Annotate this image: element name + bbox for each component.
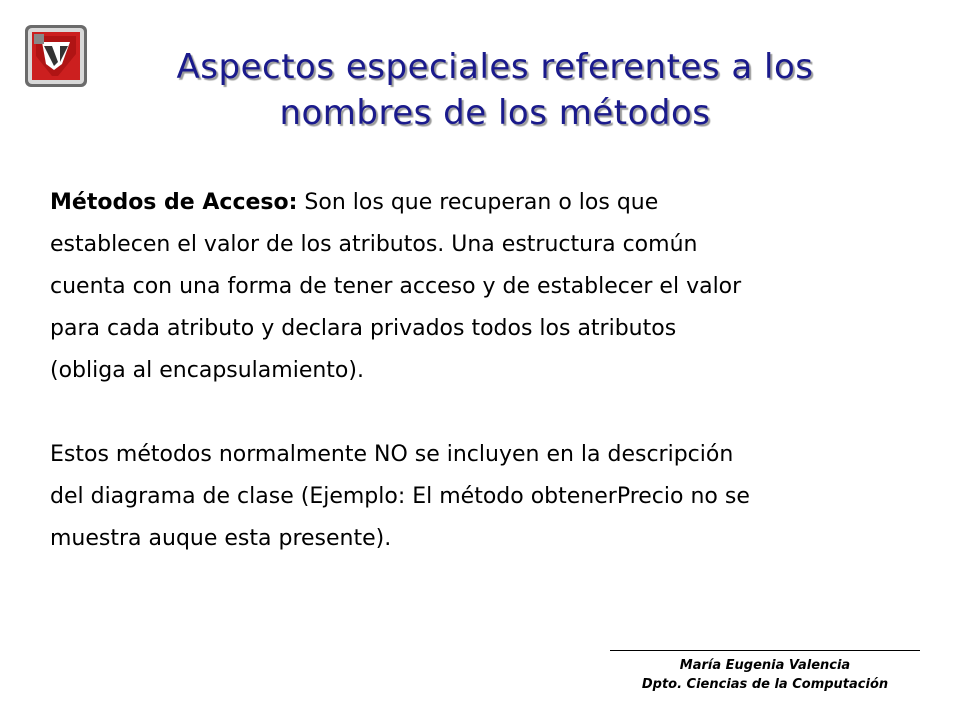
university-shield-icon [24, 24, 88, 88]
paragraph-line: Estos métodos normalmente NO se incluyen en la descripción [50, 442, 734, 467]
footer-credits [610, 656, 920, 694]
paragraph-line: muestra auque esta presente). [50, 526, 392, 551]
footer-divider [610, 650, 920, 651]
paragraph-line [50, 182, 920, 224]
paragraph-gap [50, 392, 920, 434]
paragraph-text: Son los que recuperan o los que [297, 190, 659, 215]
paragraph-line: del diagrama de clase (Ejemplo: El método obtenerPrecio no se [50, 484, 750, 509]
title-line-2: nombres de los métodos [279, 93, 711, 133]
footer-author: María Eugenia Valencia [679, 658, 851, 673]
title-line-1: Aspectos especiales referentes a los [176, 47, 814, 87]
access-methods-label: Métodos de Acceso: [50, 190, 298, 215]
page-title [100, 44, 890, 136]
footer-department: Dpto. Ciencias de la Computación [641, 677, 889, 692]
paragraph-line: establecen el valor de los atributos. Una estructura común [50, 232, 698, 257]
paragraph-line: (obliga al encapsulamiento). [50, 358, 364, 383]
paragraph-line: cuenta con una forma de tener acceso y de establecer el valor [50, 274, 742, 299]
paragraph-line: para cada atributo y declara privados todos los atributos [50, 316, 677, 341]
slide-body [50, 182, 920, 560]
